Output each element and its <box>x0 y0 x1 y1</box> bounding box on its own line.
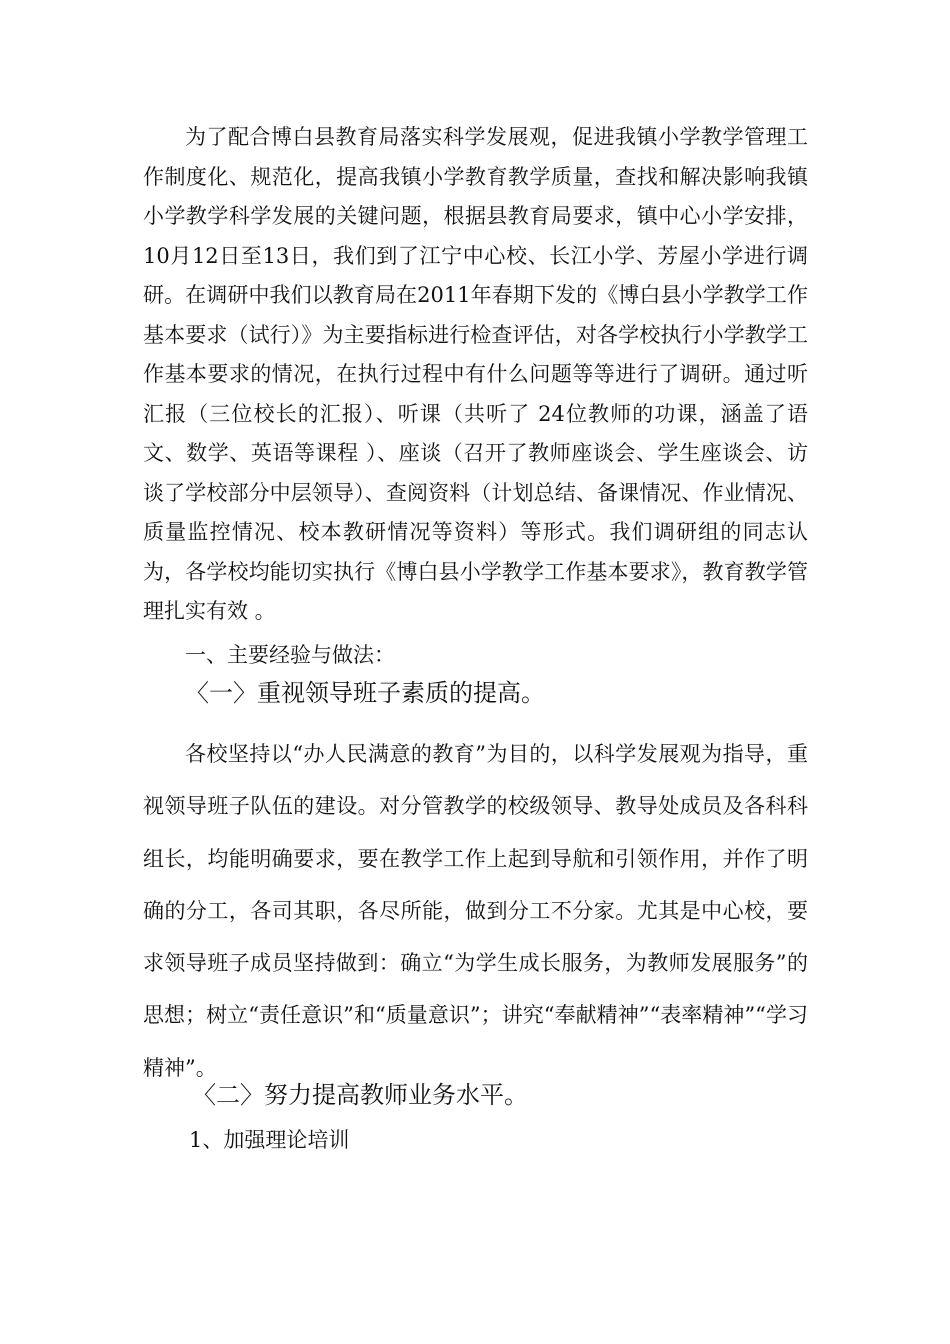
section-heading: 一、主要经验与做法： <box>185 643 395 667</box>
list-item-1: 1、加强理论培训 <box>189 1128 350 1152</box>
intro-paragraph: 为了配合博白县教育局落实科学发展观，促进我镇小学教学管理工作制度化、规范化，提高我镇小学教育教学质量，查找和解决影响我镇小学教学科学发展的关键问题，根据县教育局要求，镇中心小学安排，10月12日至13日，我们到了江宁中心校、长江小学、芳屋小学进行调研。在调研中我们以教育局在2011年春期下发的《博白县小学教学工作基本要求（试行）》为主要指标进行检查评估，对各学校执行小学教学工作基本要求的情况，在执行过程中有什么问题等等进行了调研。通过听汇报（三位校长的汇报）、听课（共听了 24位教师的功课，涵盖了语文、数学、英语等课程 ）、座谈（召开了教师座谈会、学生座谈会、访谈了学校部分中层领导）、查阅资料（计划总结、备课情况、作业情况、质量监控情况、校本教研情况等资料）等形式。我们调研组的同志认为，各学校均能切实执行《博白县小学教学工作基本要求》，教育教学管理扎实有效 。 <box>143 125 808 623</box>
subsection-1-heading: 〈一〉重视领导班子素质的提高。 <box>185 679 545 707</box>
subsection-2-heading: 〈二〉努力提高教师业务水平。 <box>192 1081 528 1109</box>
subsection-1-paragraph: 各校坚持以“办人民满意的教育”为目的，以科学发展观为指导，重视领导班子队伍的建设。对分管教学的校级领导、教导处成员及各科科组长，均能明确要求，要在教学工作上起到导航和引领作用，并作了明确的分工，各司其职，各尽所能，做到分工不分家。尤其是中心校，要求领导班子成员坚持做到：确立“为学生成长服务，为教师发展服务”的思想；树立“责任意识”和“质量意识”；讲究“奉献精神”“表率精神”“学习精神”。 <box>143 742 808 1080</box>
